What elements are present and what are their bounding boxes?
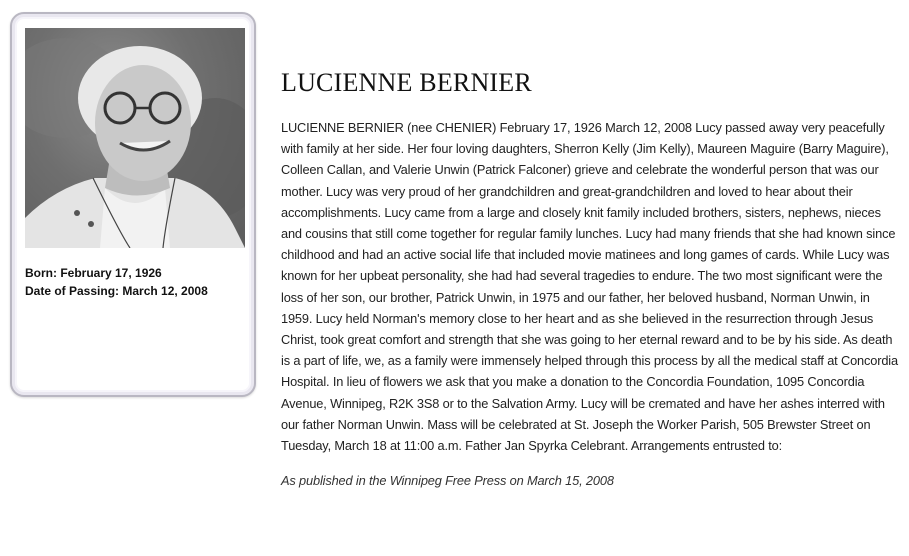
- born-date: Born: February 17, 1926: [25, 266, 162, 280]
- portrait-photo: [25, 28, 245, 248]
- passing-date: Date of Passing: March 12, 2008: [25, 284, 208, 298]
- obituary-body: LUCIENNE BERNIER (nee CHENIER) February 17, 1926 March 12, 2008 Lucy passed away very peacefully with family at her side. Her four loving daughters, Sherron Kelly (Jim Kelly), Maureen Maguire (Barry Maguire), Colleen Callan, and Valerie Unwin (Patrick Falconer) grieve and celebrate the wonderful person that was our mother. Lucy was very proud of her grandchildren and great-grandchildren and loved to hear about their accomplishments. Lucy came from a large and closely knit family included brothers, sisters, nephews, nieces and cousins that still come together for regular family lunches. Lucy had many friends that she had known since childhood and had an active social life that included movie matinees and long games of cards. While Lucy was known for her upbeat personality, she had had several tragedies to endure. The two most significant were the loss of her son, our brother, Patrick Unwin, in 1975 and our father, her beloved husband, Norman Unwin, in 1959. Lucy held Norman's memory close to her heart and as she believed in the resurrection through Jesus Christ, took great comfort and strength that she was going to her eternal reward and to be by his side. As death is a part of life, we, as a family were immensely helped through this process by all the medical staff at Concordia Hospital. In lieu of flowers we ask that you make a donation to the Concordia Foundation, 1095 Concordia Avenue, Winnipeg, R2K 3S8 or to the Salvation Army. Lucy will be cremated and have her ashes interred with our father Norman Unwin. Mass will be celebrated at St. Joseph the Worker Parish, 505 Brewster Street on Tuesday, March 18 at 11:00 a.m. Father Jan Spyrka Celebrant. Arrangements entrusted to:: [281, 120, 898, 454]
- vital-dates: [25, 264, 208, 300]
- obituary-content: [281, 66, 901, 491]
- portrait-illustration: [25, 28, 245, 248]
- publication-source: As published in the Winnipeg Free Press on March 15, 2008: [281, 473, 614, 489]
- deceased-name: LUCIENNE BERNIER: [281, 68, 532, 97]
- profile-card: [10, 12, 256, 397]
